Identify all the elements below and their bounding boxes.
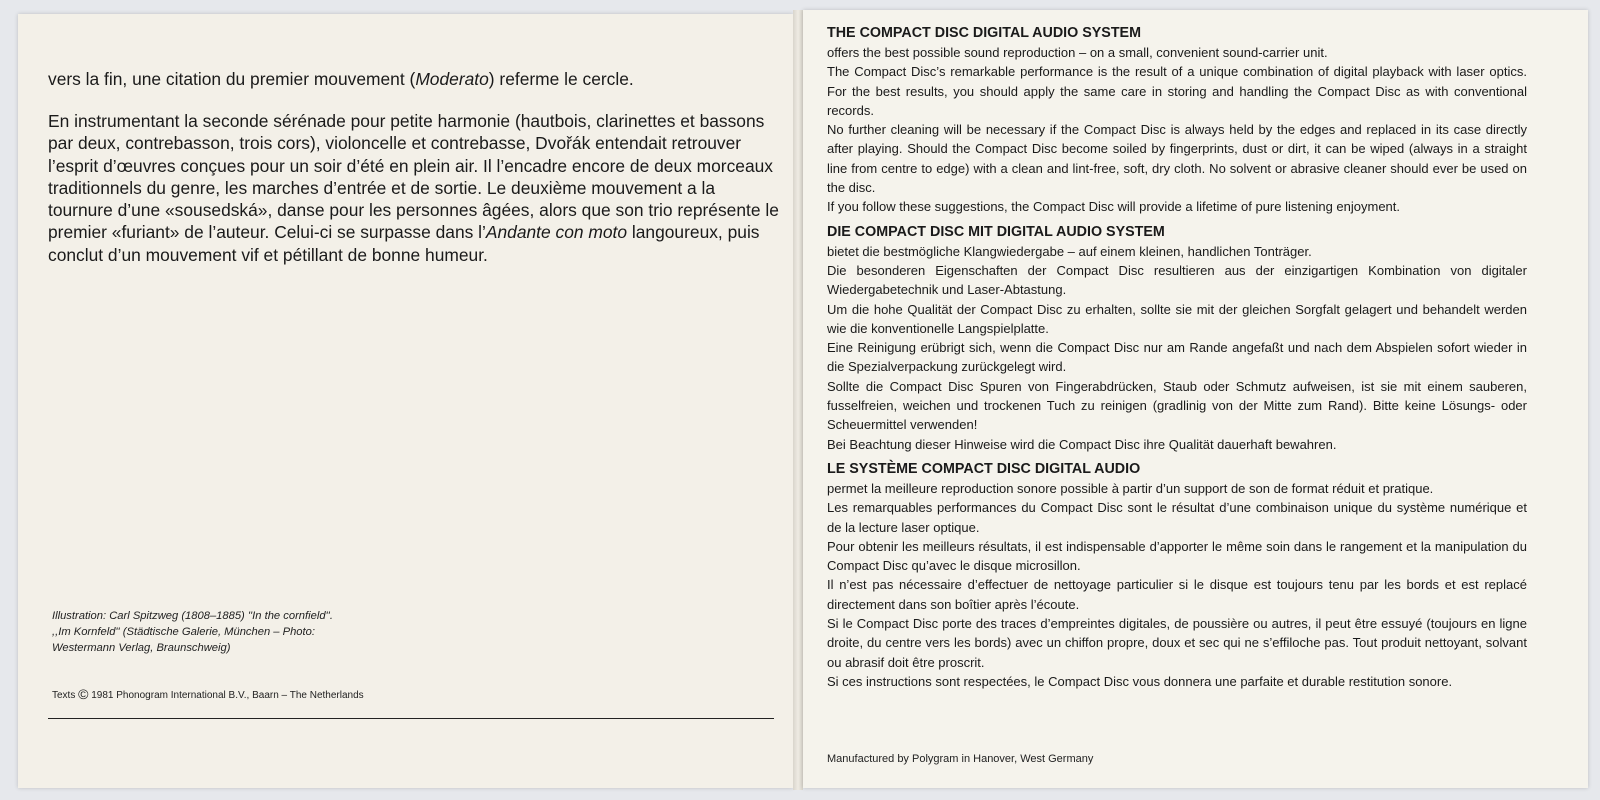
caption-line-1: Illustration: Carl Spitzweg (1808–1885) ''In the cornfield''. xyxy=(52,610,333,622)
text-run: ) referme le cercle. xyxy=(488,69,634,89)
texts-label: Texts xyxy=(52,690,76,701)
section-paragraph: permet la meilleure reproduction sonore possible à partir d’un support de son de format réduit et pratique. xyxy=(827,480,1434,496)
cd-care-instructions xyxy=(827,24,1527,697)
section-heading: THE COMPACT DISC DIGITAL AUDIO SYSTEM xyxy=(827,25,1142,41)
illustration-caption xyxy=(52,608,572,656)
section-paragraph: Les remarquables performances du Compact Disc sont le résultat d’une combinaison unique du système numérique et de la lecture laser optique. xyxy=(827,500,1527,535)
section-paragraph: Um die hohe Qualität der Compact Disc zu erhalten, sollte sie mit der gleichen Sorgfalt gelagert und behandelt werden wie die konventionelle Langspielplatte. xyxy=(827,301,1527,336)
section-paragraph: Si le Compact Disc porte des traces d’empreintes digitales, de poussière ou autres, il peut être essuyé (toujours en ligne droite, du centre vers les bords) avec un chiffon propre, doux et sec qui ne s’effiloche pas. Tout produit nettoyant, solvant ou abrasif doit être proscrit. xyxy=(827,616,1527,670)
section-paragraph: Bei Beachtung dieser Hinweise wird die Compact Disc ihre Qualität dauerhaft bewahren. xyxy=(827,436,1337,452)
text-run: En instrumentant la seconde sérénade pour petite harmonie (hautbois, clarinettes et bassons par deux, contrebasson, trois cors), violoncelle et contrebasse, Dvořák entendait retrouver l’esprit d’œuvres conçues pour un soir d’été en plein air. Il l’encadre encore de deux morceaux traditionnels du genre, les marches d’entrée et de sortie. Le deuxième mouvement a la tournure d’une «sousedská», danse pour les personnes âgées, alors que son trio représente le premier «furiant» de l’auteur. Celui-ci se surpasse dans l’ xyxy=(48,111,779,243)
footer-rule xyxy=(48,718,774,719)
section-paragraph: bietet die bestmögliche Klangwiedergabe – auf einem kleinen, handlichen Tonträger. xyxy=(827,243,1312,259)
section-heading: DIE COMPACT DISC MIT DIGITAL AUDIO SYSTEM xyxy=(827,223,1165,240)
caption-line-3: Westermann Verlag, Braunschweig) xyxy=(52,642,231,654)
manufacturer-note: Manufactured by Polygram in Hanover, West Germany xyxy=(827,753,1094,765)
right-page xyxy=(803,10,1588,788)
italic-title-moderato: Moderato xyxy=(415,69,489,89)
section-paragraph: No further cleaning will be necessary if the Compact Disc is always held by the edges and replaced in its case directly after playing. Should the Compact Disc become soiled by fingerprints, dust or dirt, it can be wiped (always in a straight line from centre to edge) with a clean and lint-free, soft, dry cloth. No solvent or abrasive cleaner should ever be used on the disc. xyxy=(827,122,1527,196)
copyright-text: 1981 Phonogram International B.V., Baarn – The Netherlands xyxy=(91,690,364,701)
section-paragraph: offers the best possible sound reproduction – on a small, convenient sound-carrier unit. xyxy=(827,45,1328,60)
section-paragraph: Si ces instructions sont respectées, le Compact Disc vous donnera une parfaite et durable restitution sonore. xyxy=(827,673,1453,689)
section-french xyxy=(827,460,1527,691)
left-paragraph-1 xyxy=(48,68,783,90)
section-paragraph: Il n’est pas nécessaire d’effectuer de nettoyage particulier si le disque est toujours tenu par les bords et est replacé directement dans son boîtier après l’écoute. xyxy=(827,577,1527,612)
book-gutter xyxy=(793,10,803,790)
section-english xyxy=(827,24,1527,217)
text-run: vers la fin, une citation du premier mouvement ( xyxy=(48,69,416,89)
left-page xyxy=(18,14,793,788)
section-paragraph: Pour obtenir les meilleurs résultats, il est indispensable d’apporter le même soin dans le rangement et la manipulation du Compact Disc qu’avec le disque microsillon. xyxy=(827,538,1527,574)
section-paragraph: Eine Reinigung erübrigt sich, wenn die Compact Disc nur am Rande angefaßt und nach dem Abspielen sofort wieder in die Spezialverpackung zurückgelegt wird. xyxy=(827,340,1527,375)
section-paragraph: The Compact Disc’s remarkable performance is the result of a unique combination of digital playback with laser optics. For the best results, you should apply the same care in storing and handling the Compact Disc as with conventional records. xyxy=(827,64,1527,118)
section-paragraph: If you follow these suggestions, the Compact Disc will provide a lifetime of pure listening enjoyment. xyxy=(827,199,1401,215)
copyright-line xyxy=(52,686,364,702)
section-paragraph: Sollte die Compact Disc Spuren von Fingerabdrücken, Staub oder Schmutz aufweisen, ist sie mit einem sauberen, fusselfreien, weichen und trockenen Tuch zu reinigen (gradlinig von der Mitte zum Rand). Bitte keine Lösungs- oder Scheuermittel verwenden! xyxy=(827,378,1527,433)
section-german xyxy=(827,223,1527,454)
italic-title-andante: Andante con moto xyxy=(485,222,628,243)
section-heading: LE SYSTÈME COMPACT DISC DIGITAL AUDIO xyxy=(827,460,1141,477)
left-paragraph-2 xyxy=(48,110,783,266)
section-paragraph: Die besonderen Eigenschaften der Compact Disc resultieren aus der einzigartigen Kombination von digitaler Wiedergabetechnik und Laser-Abtastung. xyxy=(827,262,1527,298)
caption-line-2: ,,Im Kornfeld'' (Städtische Galerie, München – Photo: xyxy=(52,626,315,638)
copyright-icon: © xyxy=(78,686,89,702)
text-run: langoureux, puis conclut d’un mouvement vif et pétillant de bonne humeur. xyxy=(48,222,760,265)
